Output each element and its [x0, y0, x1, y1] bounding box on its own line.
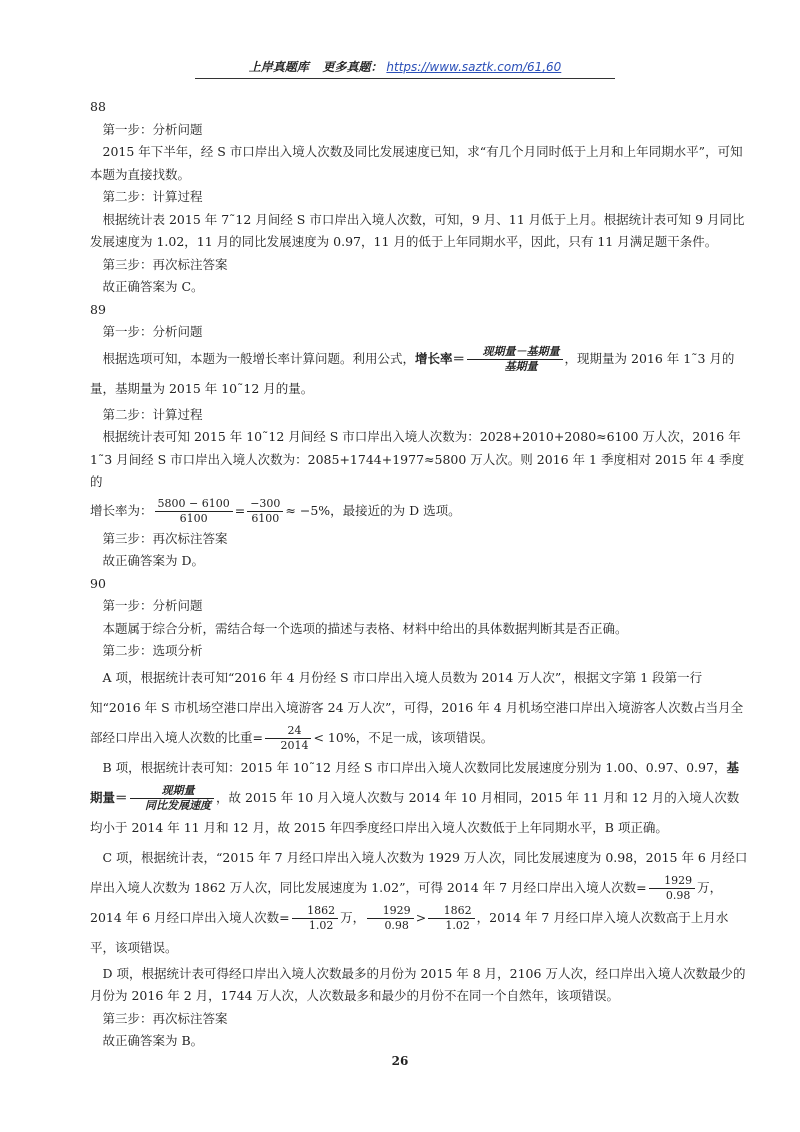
option-c-text-2: 万，2014 年 6 月经口岸出入境人次数= — [90, 879, 723, 925]
q89-growth-rate-label: 增长率为： — [90, 502, 153, 518]
option-a-text-2: < 10%，不足一成，该项错误。 — [313, 729, 494, 745]
base-quantity-formula-label: 基期量＝ — [90, 759, 739, 805]
option-b-text-1: B 项，根据统计表可知：2015 年 10˜12 月经 S 市口岸出入境人次数同比发展速度分别为 1.00、0.97、0.97， — [102, 759, 727, 775]
option-a-analysis — [90, 663, 748, 753]
fraction-denominator: 0.98 — [665, 888, 691, 902]
option-c-text-4: ，2014 年 7 月经口岸入境人次数高于上月水平，该项错误。 — [90, 909, 729, 955]
fraction-minus-300 — [247, 497, 283, 526]
site-name: 上岸真题库 — [248, 60, 309, 74]
question-number-88: 88 — [90, 99, 106, 114]
q90-analysis: 本题属于综合分析，需结合每一个选项的描述与表格、材料中给出的具体数据判断其是否正确。 — [102, 620, 628, 636]
fraction-5800-6100 — [155, 497, 233, 526]
q90-step3-heading: 第三步：再次标注答案 — [102, 1010, 228, 1026]
fraction-denominator: 6100 — [179, 511, 208, 525]
base-quantity-formula — [130, 784, 215, 813]
option-c-text-3: 万， — [340, 909, 366, 925]
growth-rate-formula — [467, 345, 563, 374]
q89-analysis-text-a: 根据选项可知，本题为一般增长率计算问题。利用公式， — [102, 350, 416, 366]
equals-sign: = — [234, 502, 246, 518]
document-body — [90, 96, 748, 1053]
q89-growth-rate-result: ≈ −5%，最接近的为 D 选项。 — [285, 502, 461, 518]
fraction-numerator: 1929 — [649, 874, 696, 889]
formula-numerator: 现期量 — [130, 784, 215, 799]
fraction-numerator: 1862 — [292, 904, 339, 919]
fraction-denominator: 1.02 — [308, 918, 334, 932]
q89-step1-heading: 第一步：分析问题 — [102, 324, 203, 339]
fraction-denominator: 2014 — [280, 738, 309, 752]
q88-calculation: 根据统计表 2015 年 7˜12 月间经 S 市口岸出入境人次数，可知，9 月、11 月低于上月。根据统计表可知 9 月同比发展速度为 1.02，11 月的同比发展速度为 0.97，11 月的低于上年同期水平，因此，只有 11 月满足题干条件。 — [90, 211, 745, 249]
fraction-24-2014 — [265, 724, 312, 753]
fraction-1929-098-compare — [367, 904, 414, 933]
question-number-89: 89 — [90, 301, 106, 317]
q88-answer: 故正确答案为 C。 — [102, 279, 204, 294]
fraction-1862-102-compare — [428, 904, 475, 933]
question-number-90: 90 — [90, 575, 106, 591]
q90-step1-heading: 第一步：分析问题 — [102, 598, 203, 613]
q89-step2-heading: 第二步：计算过程 — [102, 406, 203, 422]
formula-denominator: 基期量 — [504, 359, 538, 373]
q89-analysis — [90, 344, 748, 404]
q88-step1-heading: 第一步：分析问题 — [102, 121, 203, 137]
more-questions-label: 更多真题： — [322, 60, 383, 74]
greater-than-sign: > — [415, 909, 427, 925]
fraction-denominator: 0.98 — [384, 918, 409, 932]
fraction-numerator: 1862 — [428, 904, 475, 919]
option-b-text-2: ，故 2015 年 10 月入境人次数与 2014 年 10 月相同，2015 年 11 月和 12 月的入境人次数均小于 2014 年 11 月和 12 月，故 2015 年四季度经口岸出入境人次数低于上年同期水平，B 项正确。 — [90, 789, 740, 835]
fraction-numerator: −300 — [247, 497, 283, 512]
fraction-numerator: 24 — [265, 724, 312, 739]
header-link[interactable]: https://www.saztk.com/61,60 — [386, 60, 562, 74]
fraction-numerator: 5800 − 6100 — [155, 497, 233, 512]
fraction-denominator: 6100 — [251, 511, 280, 525]
q89-calculation: 根据统计表可知 2015 年 10˜12 月间经 S 市口岸出入境人次数为：2028+2010+2080≈6100 万人次，2016 年 1˜3 月间经 S 市口岸出入境人次数为：2085+1744+1977≈5800 万人次。则 2016 年 1 季度相对 2015 年 4 季度的 — [90, 429, 745, 489]
q89-analysis-text-b: ，现期量为 2016 年 1˜3 月的量，基期量为 2015 年 10˜12 月的量。 — [90, 350, 735, 396]
formula-numerator: 现期量－基期量 — [467, 345, 563, 360]
q89-growth-rate-line — [90, 494, 748, 528]
header-divider — [195, 78, 615, 79]
q89-step3-heading: 第三步：再次标注答案 — [102, 530, 228, 546]
option-d-analysis: D 项，根据统计表可得经口岸出入境人次数最多的月份为 2015 年 8 月，2106 万人次，经口岸出入境人次数最少的月份为 2016 年 2 月，1744 万人次，人次数最多和最少的月份不在同一个自然年，该项错误。 — [90, 965, 746, 1003]
option-c-text-1: C 项，根据统计表，“2015 年 7 月经口岸出入境人次数为 1929 万人次，同比发展速度为 0.98，2015 年 6 月经口岸出入境人次数为 1862 万人次，同比发展速度为 1.02”，可得 2014 年 7 月经口岸出入境人次数= — [90, 849, 748, 895]
option-c-analysis — [90, 843, 748, 963]
formula-denominator: 同比发展速度 — [145, 798, 212, 812]
option-a-text-1: A 项，根据统计表可知“2016 年 4 月份经 S 市口岸出入境人员数为 2014 万人次”，根据文字第 1 段第一行知“2016 年 S 市机场空港口岸出入境游客 24 万人次”，可得，2016 年 4 月机场空港口岸出入境游客人次数占当月全部经口岸出入境人次数的比重= — [90, 669, 744, 745]
growth-rate-formula-label: 增长率＝ — [415, 350, 466, 366]
q89-answer: 故正确答案为 D。 — [102, 553, 204, 568]
q90-step2-heading: 第二步：选项分析 — [102, 643, 203, 658]
q90-answer: 故正确答案为 B。 — [102, 1033, 204, 1048]
q88-step2-heading: 第二步：计算过程 — [102, 189, 203, 204]
q88-analysis: 2015 年下半年，经 S 市口岸出入境人次数及同比发展速度已知，求“有几个月同时低于上月和上年同期水平”，可知本题为直接找数。 — [90, 144, 743, 182]
fraction-denominator: 1.02 — [445, 918, 470, 932]
fraction-numerator: 1929 — [367, 904, 414, 919]
q88-step3-heading: 第三步：再次标注答案 — [102, 256, 228, 272]
fraction-1862-102 — [292, 904, 339, 933]
page-number: 26 — [391, 1054, 409, 1068]
fraction-1929-098 — [649, 874, 696, 903]
option-b-analysis — [90, 753, 748, 843]
